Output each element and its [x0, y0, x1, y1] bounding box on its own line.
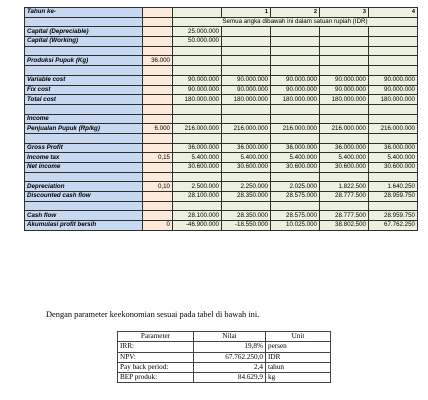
value-cell: 5.400.000	[369, 153, 418, 163]
parameter-value: 19,8%	[194, 342, 266, 352]
row-label	[25, 133, 143, 143]
value-cell: 30.600.000	[320, 163, 369, 173]
sheet-row	[25, 85, 418, 95]
value-cell	[173, 172, 222, 182]
value-cell	[320, 201, 369, 211]
value-cell	[369, 114, 418, 124]
parameter-unit: tahun	[266, 362, 331, 372]
value-cell: 90.000.000	[369, 85, 418, 95]
value-cell	[173, 133, 222, 143]
sheet-row	[25, 46, 418, 56]
value-cell	[173, 104, 222, 114]
unit-note-param-cell	[143, 17, 173, 27]
value-cell: 2.500.000	[173, 182, 222, 192]
value-cell: 67.762.250	[369, 221, 418, 231]
row-label: Total cost	[25, 95, 143, 105]
param-cell	[143, 143, 173, 153]
parameter-header: Parameter	[118, 332, 194, 342]
row-label	[25, 66, 143, 76]
parameter-unit: IDR	[266, 352, 331, 362]
value-cell	[271, 37, 320, 47]
unit-note-row	[25, 17, 418, 27]
row-label: Gross Profit	[25, 143, 143, 153]
param-cell	[143, 163, 173, 173]
value-cell: 28.350.000	[222, 192, 271, 202]
sheet-row	[25, 143, 418, 153]
param-cell	[143, 192, 173, 202]
parameter-row	[118, 352, 331, 362]
value-cell: 30.600.000	[271, 163, 320, 173]
value-cell	[271, 46, 320, 56]
value-cell	[222, 46, 271, 56]
row-label: Produksi Pupuk (Kg)	[25, 56, 143, 66]
param-cell	[143, 46, 173, 56]
sheet-row	[25, 124, 418, 134]
param-cell: 0,15	[143, 153, 173, 163]
row-label: Fix cost	[25, 85, 143, 95]
value-cell	[222, 114, 271, 124]
sheet-row	[25, 27, 418, 37]
value-cell: 216.000.000	[222, 124, 271, 134]
value-cell: 28.100.000	[173, 192, 222, 202]
param-cell	[143, 66, 173, 76]
parameter-value: 84.629,9	[194, 373, 266, 383]
value-cell: 50.000.000	[173, 37, 222, 47]
parameter-name: Pay back period:	[118, 362, 194, 372]
sheet-row	[25, 211, 418, 221]
parameter-name: IRR:	[118, 342, 194, 352]
value-cell: 216.000.000	[320, 124, 369, 134]
value-cell	[222, 172, 271, 182]
row-label: Capital (Depreciable)	[25, 27, 143, 37]
param-cell: 6.000	[143, 124, 173, 134]
row-label: Capital (Working)	[25, 37, 143, 47]
param-cell: 36.000	[143, 56, 173, 66]
value-cell: 90.000.000	[320, 75, 369, 85]
value-cell	[369, 133, 418, 143]
value-cell: 180.000.000	[173, 95, 222, 105]
row-label: Variable cost	[25, 75, 143, 85]
value-cell: 36.000.000	[222, 143, 271, 153]
value-cell	[369, 66, 418, 76]
row-label: Depreciation	[25, 182, 143, 192]
sheet-row	[25, 201, 418, 211]
sheet-row	[25, 221, 418, 231]
value-cell	[271, 66, 320, 76]
value-cell: 36.000.000	[173, 143, 222, 153]
value-cell: 90.000.000	[222, 75, 271, 85]
value-cell: 28.350.000	[222, 211, 271, 221]
value-cell: 180.000.000	[222, 95, 271, 105]
value-cell: 216.000.000	[271, 124, 320, 134]
parameter-unit: persen	[266, 342, 331, 352]
sheet-row	[25, 95, 418, 105]
param-cell	[143, 27, 173, 37]
parameter-table	[117, 331, 331, 383]
value-cell: 180.000.000	[271, 95, 320, 105]
row-label: Discounted cash flow	[25, 192, 143, 202]
value-cell: 90.000.000	[271, 85, 320, 95]
value-cell	[222, 56, 271, 66]
value-cell: 180.000.000	[369, 95, 418, 105]
value-cell: 2.250.000	[222, 182, 271, 192]
year-cell	[173, 8, 222, 18]
value-cell: 36.000.000	[369, 143, 418, 153]
value-cell	[369, 172, 418, 182]
value-cell	[222, 201, 271, 211]
value-cell	[320, 66, 369, 76]
value-cell	[271, 133, 320, 143]
value-cell: 90.000.000	[222, 85, 271, 95]
row-label	[25, 201, 143, 211]
row-label: Penjualan Pupuk (Rp/kg)	[25, 124, 143, 134]
value-cell	[271, 27, 320, 37]
parameter-header-row	[118, 332, 331, 342]
param-cell	[143, 95, 173, 105]
row-label: Income	[25, 114, 143, 124]
value-cell: 28.575.000	[271, 192, 320, 202]
value-cell	[320, 46, 369, 56]
value-cell	[369, 46, 418, 56]
parameter-row	[118, 373, 331, 383]
value-cell	[222, 37, 271, 47]
value-cell: 28.959.750	[369, 192, 418, 202]
param-cell	[143, 133, 173, 143]
year-header-label: Tahun ke-	[25, 8, 143, 18]
value-cell	[369, 104, 418, 114]
value-cell: 36.000.000	[320, 143, 369, 153]
value-header: Nilai	[194, 332, 266, 342]
value-cell	[320, 27, 369, 37]
table-caption: Dengan parameter keekonomian sesuai pada tabel di bawah ini.	[46, 310, 260, 319]
value-cell	[222, 66, 271, 76]
param-cell	[143, 75, 173, 85]
value-cell: 28.777.500	[320, 211, 369, 221]
row-label: Net income	[25, 163, 143, 173]
value-cell: -46.900.000	[173, 221, 222, 231]
param-header-cell	[143, 8, 173, 18]
value-cell: 28.777.500	[320, 192, 369, 202]
sheet-row	[25, 56, 418, 66]
value-cell	[320, 172, 369, 182]
value-cell: 90.000.000	[271, 75, 320, 85]
sheet-row	[25, 104, 418, 114]
value-cell	[271, 201, 320, 211]
value-cell: 5.400.000	[320, 153, 369, 163]
row-label	[25, 172, 143, 182]
value-cell: 216.000.000	[173, 124, 222, 134]
value-cell	[369, 201, 418, 211]
value-cell: 38.802.500	[320, 221, 369, 231]
year-cell: 4	[369, 8, 418, 18]
value-cell: 30.600.000	[369, 163, 418, 173]
year-cell: 3	[320, 8, 369, 18]
cash-flow-spreadsheet	[24, 7, 418, 231]
value-cell: 10.025.000	[271, 221, 320, 231]
value-cell: 5.400.000	[222, 153, 271, 163]
value-cell	[320, 37, 369, 47]
row-label: Akumulasi profit bersih	[25, 221, 143, 231]
value-cell	[222, 133, 271, 143]
row-label	[25, 46, 143, 56]
value-cell: 30.600.000	[173, 163, 222, 173]
value-cell	[369, 37, 418, 47]
value-cell: 30.600.000	[222, 163, 271, 173]
sheet-row	[25, 192, 418, 202]
sheet-row	[25, 75, 418, 85]
value-cell	[173, 66, 222, 76]
value-cell: 28.959.750	[369, 211, 418, 221]
param-cell	[143, 104, 173, 114]
row-label	[25, 104, 143, 114]
year-header-row	[25, 8, 418, 18]
parameter-name: BEP produk:	[118, 373, 194, 383]
value-cell	[173, 46, 222, 56]
value-cell	[222, 104, 271, 114]
value-cell: 90.000.000	[173, 75, 222, 85]
value-cell: 90.000.000	[320, 85, 369, 95]
value-cell	[271, 172, 320, 182]
unit-note-label-cell	[25, 17, 143, 27]
value-cell	[320, 133, 369, 143]
param-cell	[143, 172, 173, 182]
value-cell: -18.550.000	[222, 221, 271, 231]
value-cell	[271, 104, 320, 114]
value-cell	[222, 27, 271, 37]
parameter-value: 2,4	[194, 362, 266, 372]
unit-header: Unit	[266, 332, 331, 342]
value-cell: 5.400.000	[173, 153, 222, 163]
value-cell	[320, 114, 369, 124]
row-label: Income tax	[25, 153, 143, 163]
value-cell: 180.000.000	[320, 95, 369, 105]
value-cell: 5.400.000	[271, 153, 320, 163]
parameter-row	[118, 342, 331, 352]
value-cell: 1.640.250	[369, 182, 418, 192]
sheet-row	[25, 114, 418, 124]
parameter-name: NPV:	[118, 352, 194, 362]
year-cell: 1	[222, 8, 271, 18]
sheet-row	[25, 172, 418, 182]
value-cell	[369, 56, 418, 66]
sheet-row	[25, 66, 418, 76]
sheet-row	[25, 182, 418, 192]
parameter-unit: kg	[266, 373, 331, 383]
value-cell	[320, 104, 369, 114]
param-cell: 0,10	[143, 182, 173, 192]
value-cell	[173, 56, 222, 66]
value-cell	[173, 201, 222, 211]
value-cell	[173, 114, 222, 124]
value-cell: 25.000.000	[173, 27, 222, 37]
value-cell: 1.822.500	[320, 182, 369, 192]
param-cell	[143, 201, 173, 211]
value-cell: 90.000.000	[173, 85, 222, 95]
sheet-row	[25, 153, 418, 163]
sheet-row	[25, 163, 418, 173]
value-cell: 2.025.000	[271, 182, 320, 192]
value-cell: 28.100.000	[173, 211, 222, 221]
unit-note: Semua angka dibawah ini dalam satuan rupiah (IDR)	[173, 17, 418, 27]
value-cell	[271, 56, 320, 66]
param-cell	[143, 114, 173, 124]
parameter-row	[118, 362, 331, 372]
value-cell	[271, 114, 320, 124]
value-cell: 90.000.000	[369, 75, 418, 85]
param-cell	[143, 211, 173, 221]
value-cell: 216.000.000	[369, 124, 418, 134]
value-cell: 36.000.000	[271, 143, 320, 153]
sheet-row	[25, 133, 418, 143]
param-cell	[143, 85, 173, 95]
parameter-value: 67.762.250,0	[194, 352, 266, 362]
row-label: Cash flow	[25, 211, 143, 221]
value-cell: 28.575.000	[271, 211, 320, 221]
sheet-row	[25, 37, 418, 47]
year-cell: 2	[271, 8, 320, 18]
value-cell	[369, 27, 418, 37]
param-cell	[143, 37, 173, 47]
value-cell	[320, 56, 369, 66]
param-cell: 0	[143, 221, 173, 231]
